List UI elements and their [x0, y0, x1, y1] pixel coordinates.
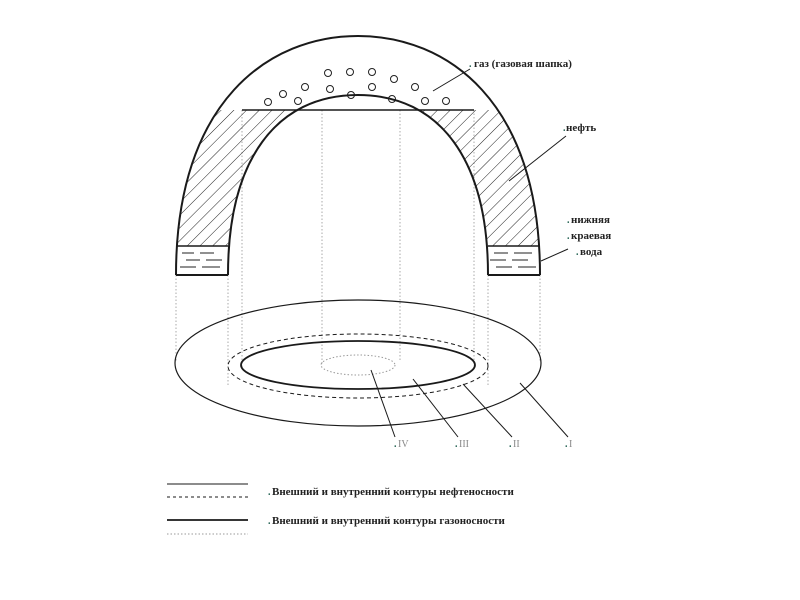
legend [167, 484, 514, 534]
svg-text:.: . [567, 231, 570, 242]
gas-marker: . [469, 59, 472, 70]
contour-ii-label: II [513, 439, 520, 450]
inner-oil-contour [241, 341, 475, 389]
legend-oil-label: Внешний и внутренний контуры нефтеносности [272, 486, 514, 498]
svg-text:.: . [455, 439, 458, 450]
contour-iv-label: IV [398, 439, 409, 450]
outer-oil-contour [175, 300, 541, 426]
svg-text:.: . [565, 439, 568, 450]
oil-marker: . [563, 123, 566, 134]
legend-gas-label: Внешний и внутренний контуры газоносности [272, 515, 505, 527]
water-label-line1: нижняя [571, 214, 610, 226]
svg-text:.: . [394, 439, 397, 450]
svg-text:.: . [509, 439, 512, 450]
water-label-line3: вода [580, 246, 603, 258]
contour-labels [394, 439, 572, 450]
svg-text:.: . [567, 215, 570, 226]
gas-label: газ (газовая шапка) [474, 58, 572, 70]
svg-text:.: . [268, 487, 271, 498]
water-label-line2: краевая [571, 230, 612, 242]
svg-text:.: . [576, 247, 579, 258]
contour-ellipses [175, 300, 541, 426]
oil-label: нефть [566, 122, 597, 134]
contour-iii-label: III [459, 439, 469, 450]
svg-text:.: . [268, 516, 271, 527]
contour-i-label: I [569, 439, 573, 450]
inner-gas-contour [321, 355, 395, 375]
